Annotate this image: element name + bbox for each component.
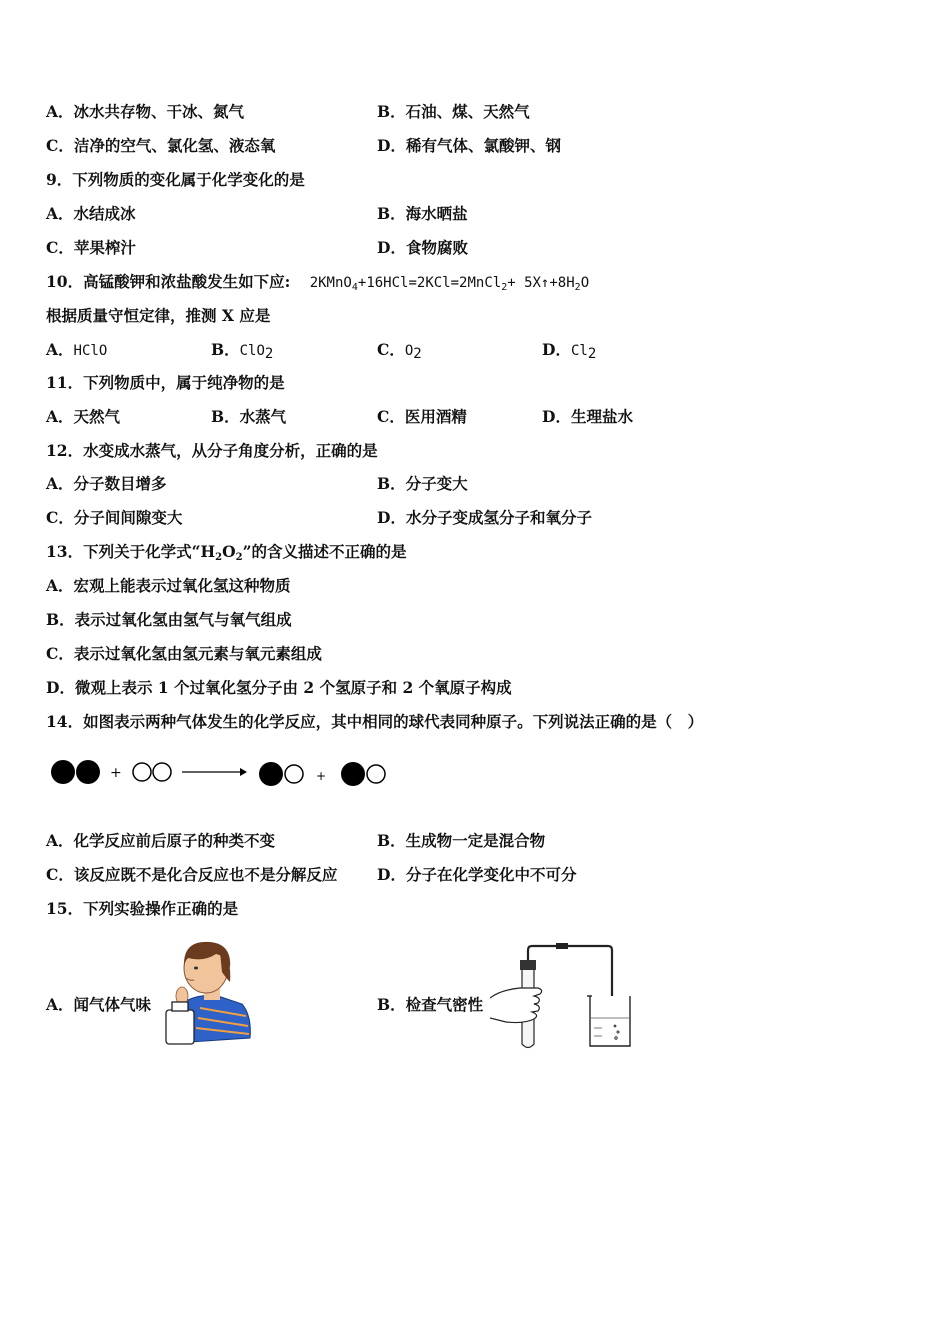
q14-option-c: C．该反应既不是化合反应也不是分解反应	[46, 865, 338, 884]
white-atom	[153, 763, 171, 781]
q9-option-d: D．食物腐败	[377, 238, 468, 257]
q15-option-b: B．检查气密性	[377, 995, 484, 1014]
q13-option-b: B．表示过氧化氢由氢气与氧气组成	[46, 610, 292, 629]
q10-stem2: 根据质量守恒定律，推测 X 应是	[46, 306, 271, 325]
q12-option-c: C．分子间间隙变大	[46, 508, 183, 527]
q9-option-b: B．海水晒盐	[377, 204, 468, 223]
q13-stem: 13．下列关于化学式“$H_2O_2$”的含义描述不正确的是	[46, 542, 407, 563]
white-atom	[367, 765, 385, 783]
q13-option-c: C．表示过氧化氢由氢元素与氧元素组成	[46, 644, 322, 663]
airtightness-check-illustration	[490, 938, 640, 1053]
q15-stem: 15．下列实验操作正确的是	[46, 899, 239, 918]
q9-option-a: A．水结成冰	[46, 204, 136, 223]
q8-option-b: B．石油、煤、天然气	[377, 102, 530, 121]
q11-stem: 11．下列物质中，属于纯净物的是	[46, 373, 285, 392]
black-atom	[259, 762, 283, 786]
q14-option-a: A．化学反应前后原子的种类不变	[46, 831, 276, 850]
q11-option-a: A．天然气	[46, 407, 121, 426]
q12-option-b: B．分子变大	[377, 474, 468, 493]
q10-stem	[46, 272, 589, 298]
q14-option-b: B．生成物一定是混合物	[377, 831, 546, 850]
black-atom	[51, 760, 75, 784]
q13-option-d: D．微观上表示 1 个过氧化氢分子由 2 个氢原子和 2 个氧原子构成	[46, 678, 512, 697]
q15-option-a: A．闻气体气味	[46, 995, 152, 1014]
smelling-gas-illustration	[160, 938, 255, 1048]
q13-option-a: A．宏观上能表示过氧化氢这种物质	[46, 576, 291, 595]
q12-option-d: D．水分子变成氢分子和氧分子	[377, 508, 592, 527]
reaction-diagram	[40, 750, 400, 796]
q8-option-d: D．稀有气体、氯酸钾、钢	[377, 136, 561, 155]
q10-option-a: A．HClO	[46, 340, 108, 359]
q10-option-c: C．$O_2$	[377, 340, 422, 362]
black-atom	[76, 760, 100, 784]
q9-stem: 9．下列物质的变化属于化学变化的是	[46, 170, 305, 189]
q10-option-d: D．$Cl_2$	[542, 340, 597, 362]
q10-stem-text: 10．高锰酸钾和浓盐酸发生如下应:	[46, 272, 291, 291]
white-atom	[133, 763, 151, 781]
q9-option-c: C．苹果榨汁	[46, 238, 136, 257]
q8-option-c: C．洁净的空气、氯化氢、液态氧	[46, 136, 276, 155]
q10-equation: 2KMnO$_4$+16HCl=2KCl=2MnCl$_2$+ $5X↑+8H_2O$	[309, 275, 590, 293]
plus-sign: +	[316, 769, 327, 783]
black-atom	[341, 762, 365, 786]
q12-stem: 12．水变成水蒸气，从分子角度分析，正确的是	[46, 441, 378, 460]
q11-option-b: B．水蒸气	[211, 407, 287, 426]
q11-option-d: D．生理盐水	[542, 407, 633, 426]
q10-option-b: B．ClO$_2$	[211, 340, 274, 362]
q8-option-a: A．冰水共存物、干冰、氮气	[46, 102, 245, 121]
q14-option-d: D．分子在化学变化中不可分	[377, 865, 577, 884]
plus-sign: +	[110, 765, 122, 781]
arrow-head	[240, 768, 247, 776]
white-atom	[285, 765, 303, 783]
q12-option-a: A．分子数目增多	[46, 474, 167, 493]
q14-stem: 14．如图表示两种气体发生的化学反应，其中相同的球代表同种原子。下列说法正确的是（ ）	[46, 712, 704, 731]
q11-option-c: C．医用酒精	[377, 407, 467, 426]
